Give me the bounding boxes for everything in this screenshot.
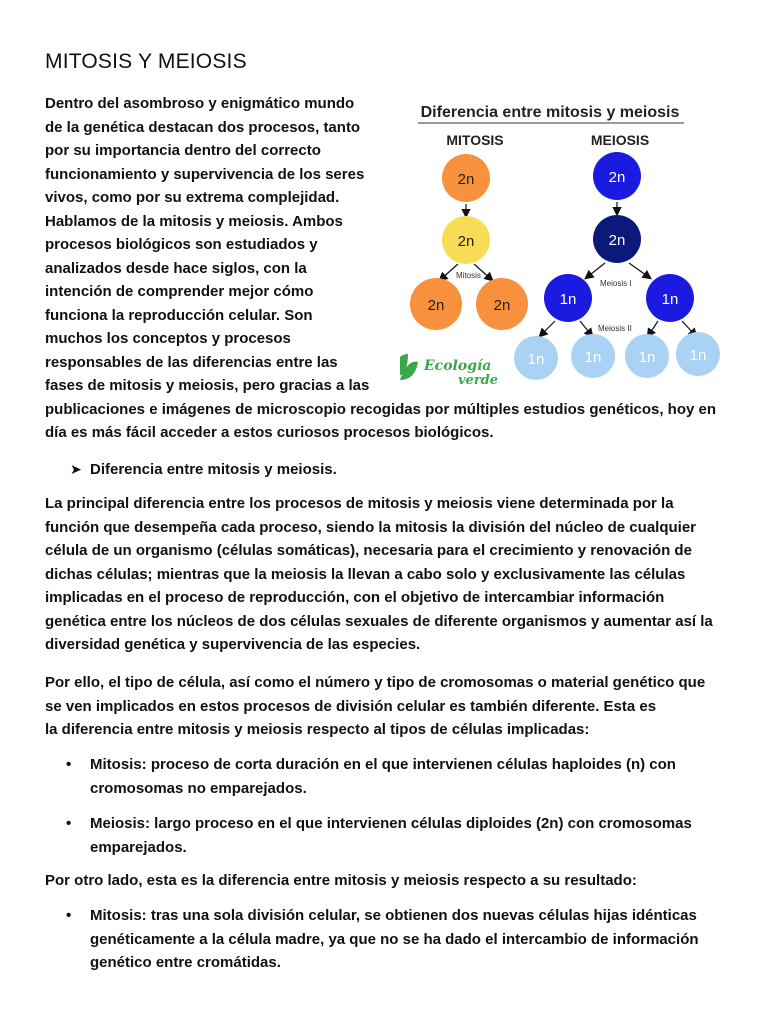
mitosis-parent-cell-label: 2n [457,171,475,188]
section-heading: Diferencia entre mitosis y meiosis. [90,461,337,478]
intro-line: vivos, como por su extrema complejidad. [45,189,340,206]
paragraph-line: La principal diferencia entre los procesos de mitosis y meiosis viene determinada por la [45,495,674,512]
paragraph-line: se ven implicados en estos procesos de división celular es también diferente. Esta es [45,697,657,715]
cell-types-list [60,753,720,859]
meiosis-parent-cell-label: 2n [608,169,626,186]
result-list [60,904,720,975]
meiosis-middle-cell-label: 2n [608,232,626,249]
paragraph-main-difference [45,492,735,657]
section-heading-item [70,458,337,482]
page-title: MITOSIS Y MEIOSIS [45,50,247,73]
arrowhead-bullet-icon: ➤ [70,461,82,477]
paragraph-result: Por otro lado, esta es la diferencia entre mitosis y meiosis respecto a su resultado: [45,872,637,889]
list-item-line: Mitosis: tras una sola división celular, se obtienen dos nuevas células hijas idénticas [90,907,697,924]
intro-line: procesos biológicos son estudiados y [45,236,318,253]
intro-line: por su importancia dentro del correcto [45,142,321,159]
logo-text-bottom: verde [458,373,499,388]
paragraph-line: la diferencia entre mitosis y meiosis respecto al tipos de células implicadas: [45,721,590,738]
paragraph-line: genética entre los núcleos de dos células sexuales de diferente organismos y aumentar así la [45,612,713,630]
list-item [60,812,720,859]
meiosis-1-label: Meiosis I [600,279,632,288]
mitosis-step-label: Mitosis [456,271,481,280]
list-item [60,753,720,800]
paragraph-line: diversidad genética y supervivencia de las especies. [45,636,421,653]
meiosis-ii-cell-label: 1n [527,351,545,368]
mitosis-daughter-cell-label: 2n [493,297,511,314]
list-item-line: Mitosis: proceso de corta duración en el que intervienen células haploides (n) con [90,756,676,773]
intro-line: de la genética destacan dos procesos, tanto [45,118,361,136]
figure-title: Diferencia entre mitosis y meiosis [420,104,680,121]
list-item-line: Meiosis: largo proceso en el que intervienen células diploides (2n) con cromosomas [90,815,692,832]
intro-line: fases de mitosis y meiosis, pero gracias a las [45,377,370,394]
meiosis-label: MEIOSIS [590,132,650,148]
paragraph-line: implicadas en el proceso de reproducción, con el objetivo de intercambiar información [45,589,665,606]
figure-svg [400,92,730,392]
intro-line: Hablamos de la mitosis y meiosis. Ambos [45,212,343,230]
meiosis-i-cell-label: 1n [661,291,679,308]
list-item-line: emparejados. [90,838,187,856]
intro-line: Dentro del asombroso y enigmático mundo [45,95,355,112]
mitosis-middle-cell-label: 2n [457,233,475,250]
list-item-line: genético entre cromátidas. [90,954,281,971]
bullet-icon: • [66,815,72,832]
list-item-line: genéticamente a la célula madre, ya que no se ha dado el intercambio de información [90,930,699,948]
intro-line: analizados desde hace siglos, con la [45,259,307,277]
bullet-icon: • [66,907,72,924]
intro-line: funcionamiento y supervivencia de los seres [45,165,365,183]
paragraph-line: dichas células; mientras que la meiosis la llevan a cabo solo y exclusivamente las células [45,565,686,583]
mitosis-daughter-cell-label: 2n [427,297,445,314]
intro-line: muchos los conceptos y procesos [45,330,291,347]
paragraph-line: función que desempeña cada proceso, siendo la mitosis la división del núcleo de cualquier [45,518,696,536]
paragraph-cell-types [45,671,735,742]
paragraph-line: Por ello, el tipo de célula, así como el número y tipo de cromosomas o material genético que [45,674,706,691]
meiosis-ii-cell-label: 1n [638,349,656,366]
logo-text-top: Ecología [424,358,492,374]
list-item [60,904,720,975]
meiosis-ii-cell-label: 1n [584,349,602,366]
mitosis-meiosis-figure [400,92,730,392]
meiosis-2-label: Meiosis II [598,324,632,333]
intro-line: publicaciones e imágenes de microscopio recogidas por múltiples estudios genéticos, hoy en [45,400,717,418]
paragraph-line: célula de un organismo (células somáticas), necesaria para el crecimiento y renovación de [45,542,692,559]
meiosis-ii-cell-label: 1n [689,347,707,364]
intro-line: responsables de las diferencias entre las [45,353,338,371]
intro-line: funciona la reproducción celular. Son [45,306,313,324]
meiosis-i-cell-label: 1n [559,291,577,308]
list-item-line: cromosomas no emparejados. [90,779,307,797]
bullet-icon: • [66,756,72,773]
mitosis-label: MITOSIS [446,132,504,148]
intro-line: intención de comprender mejor cómo [45,283,314,300]
intro-line: día es más fácil acceder a estos curiosos procesos biológicos. [45,424,494,441]
